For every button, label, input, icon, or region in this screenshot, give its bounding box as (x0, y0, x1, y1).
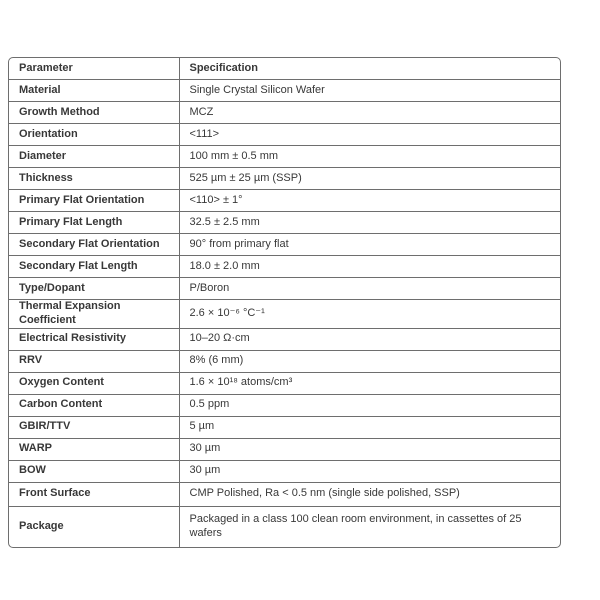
parameter-cell: Primary Flat Length (9, 212, 179, 234)
parameter-cell: Material (9, 80, 179, 102)
specification-cell: 30 µm (179, 438, 560, 460)
table-row (9, 460, 560, 482)
specification-cell: 5 µm (179, 416, 560, 438)
specification-cell: 90° from primary flat (179, 234, 560, 256)
table-row (9, 394, 560, 416)
table-row (9, 328, 560, 350)
specification-cell: 32.5 ± 2.5 mm (179, 212, 560, 234)
specification-cell: <111> (179, 124, 560, 146)
parameter-cell: Type/Dopant (9, 278, 179, 300)
table-row (9, 416, 560, 438)
parameter-cell: GBIR/TTV (9, 416, 179, 438)
parameter-cell: Diameter (9, 146, 179, 168)
table-header-row (9, 58, 560, 80)
table-row (9, 256, 560, 278)
table-row (9, 350, 560, 372)
table-row (9, 146, 560, 168)
specification-cell: Packaged in a class 100 clean room environment, in cassettes of 25 wafers (179, 506, 560, 547)
table-row (9, 482, 560, 506)
parameter-cell: Thickness (9, 168, 179, 190)
wafer-spec-table (8, 57, 561, 548)
specification-cell: P/Boron (179, 278, 560, 300)
table-row (9, 190, 560, 212)
parameter-cell: Primary Flat Orientation (9, 190, 179, 212)
parameter-cell: Oxygen Content (9, 372, 179, 394)
specification-cell: 100 mm ± 0.5 mm (179, 146, 560, 168)
parameter-cell: BOW (9, 460, 179, 482)
specification-cell: 8% (6 mm) (179, 350, 560, 372)
parameter-cell: Front Surface (9, 482, 179, 506)
parameter-cell: Thermal Expansion Coefficient (9, 300, 179, 329)
specification-cell: 18.0 ± 2.0 mm (179, 256, 560, 278)
specification-cell: 10–20 Ω·cm (179, 328, 560, 350)
parameter-column-header: Parameter (9, 58, 179, 80)
table-row (9, 506, 560, 547)
table-row (9, 102, 560, 124)
table-row (9, 124, 560, 146)
spec-table-body (9, 80, 560, 547)
table-row (9, 80, 560, 102)
parameter-cell: Secondary Flat Orientation (9, 234, 179, 256)
parameter-cell: Electrical Resistivity (9, 328, 179, 350)
parameter-cell: Package (19, 519, 64, 532)
specification-cell: 0.5 ppm (179, 394, 560, 416)
specification-cell: 30 µm (179, 460, 560, 482)
parameter-cell: Growth Method (9, 102, 179, 124)
specification-cell: 1.6 × 10¹⁸ atoms/cm³ (179, 372, 560, 394)
table-row (9, 300, 560, 329)
table-row (9, 438, 560, 460)
table-row (9, 372, 560, 394)
table-row (9, 278, 560, 300)
table-row (9, 234, 560, 256)
specification-cell: Single Crystal Silicon Wafer (179, 80, 560, 102)
specification-cell: CMP Polished, Ra < 0.5 nm (single side polished, SSP) (179, 482, 560, 506)
specification-cell: 525 µm ± 25 µm (SSP) (179, 168, 560, 190)
spec-table (9, 58, 560, 547)
specification-column-header: Specification (179, 58, 560, 80)
parameter-cell: RRV (9, 350, 179, 372)
parameter-cell: Carbon Content (9, 394, 179, 416)
table-row (9, 168, 560, 190)
parameter-cell: Secondary Flat Length (9, 256, 179, 278)
parameter-cell: WARP (9, 438, 179, 460)
specification-cell: MCZ (179, 102, 560, 124)
table-row (9, 212, 560, 234)
specification-cell: 2.6 × 10⁻⁶ °C⁻¹ (179, 300, 560, 329)
parameter-cell: Orientation (9, 124, 179, 146)
specification-cell: <110> ± 1° (179, 190, 560, 212)
